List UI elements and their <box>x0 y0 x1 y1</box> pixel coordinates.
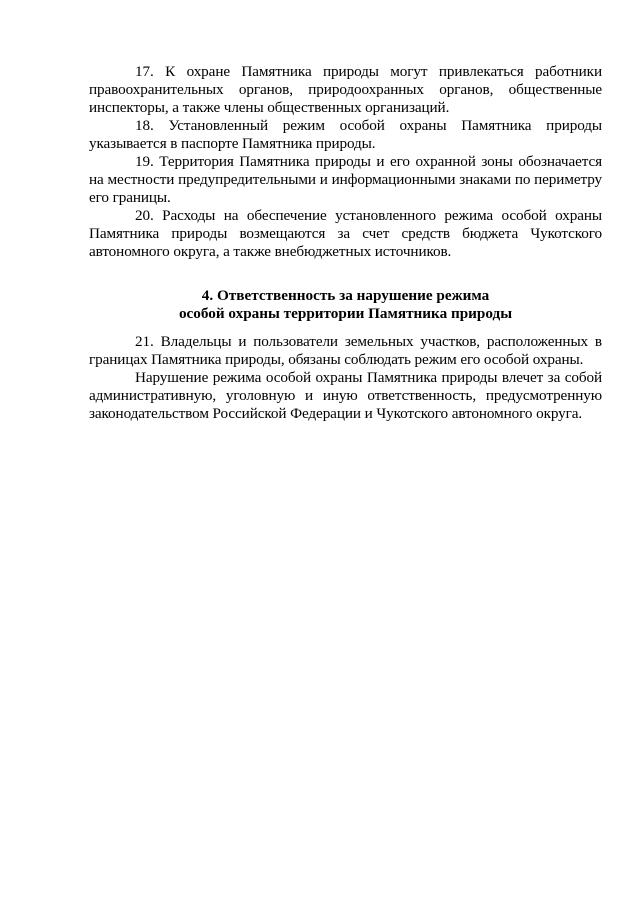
paragraph-20: 20. Расходы на обеспечение установленного режима особой охраны Памятника природы возмещаются за счет средств бюджета Чукотского автономного округа, а также внебюджетных источников. <box>89 207 602 260</box>
document-page <box>89 63 602 423</box>
section-4-heading <box>89 287 602 323</box>
paragraph-19: 19. Территория Памятника природы и его охранной зоны обозначается на местности предупредительными и информационными знаками по периметру его границы. <box>89 153 602 206</box>
paragraph-17: 17. К охране Памятника природы могут привлекаться работники правоохранительных органов, природоохранных органов, общественные инспекторы, а также члены общественных организаций. <box>89 63 602 116</box>
paragraph-21: 21. Владельцы и пользователи земельных участков, расположенных в границах Памятника природы, обязаны соблюдать режим его особой охраны. <box>89 333 602 368</box>
section-4-heading-line-2: особой охраны территории Памятника природы <box>178 305 513 322</box>
paragraph-violation: Нарушение режима особой охраны Памятника природы влечет за собой административную, уголовную и иную ответственность, предусмотренную законодательством Российской Федерации и Чукотского автономного округа. <box>89 369 602 422</box>
section-4-heading-line-1: 4. Ответственность за нарушение режима <box>201 287 490 304</box>
paragraph-18: 18. Установленный режим особой охраны Памятника природы указывается в паспорте Памятника природы. <box>89 117 602 152</box>
